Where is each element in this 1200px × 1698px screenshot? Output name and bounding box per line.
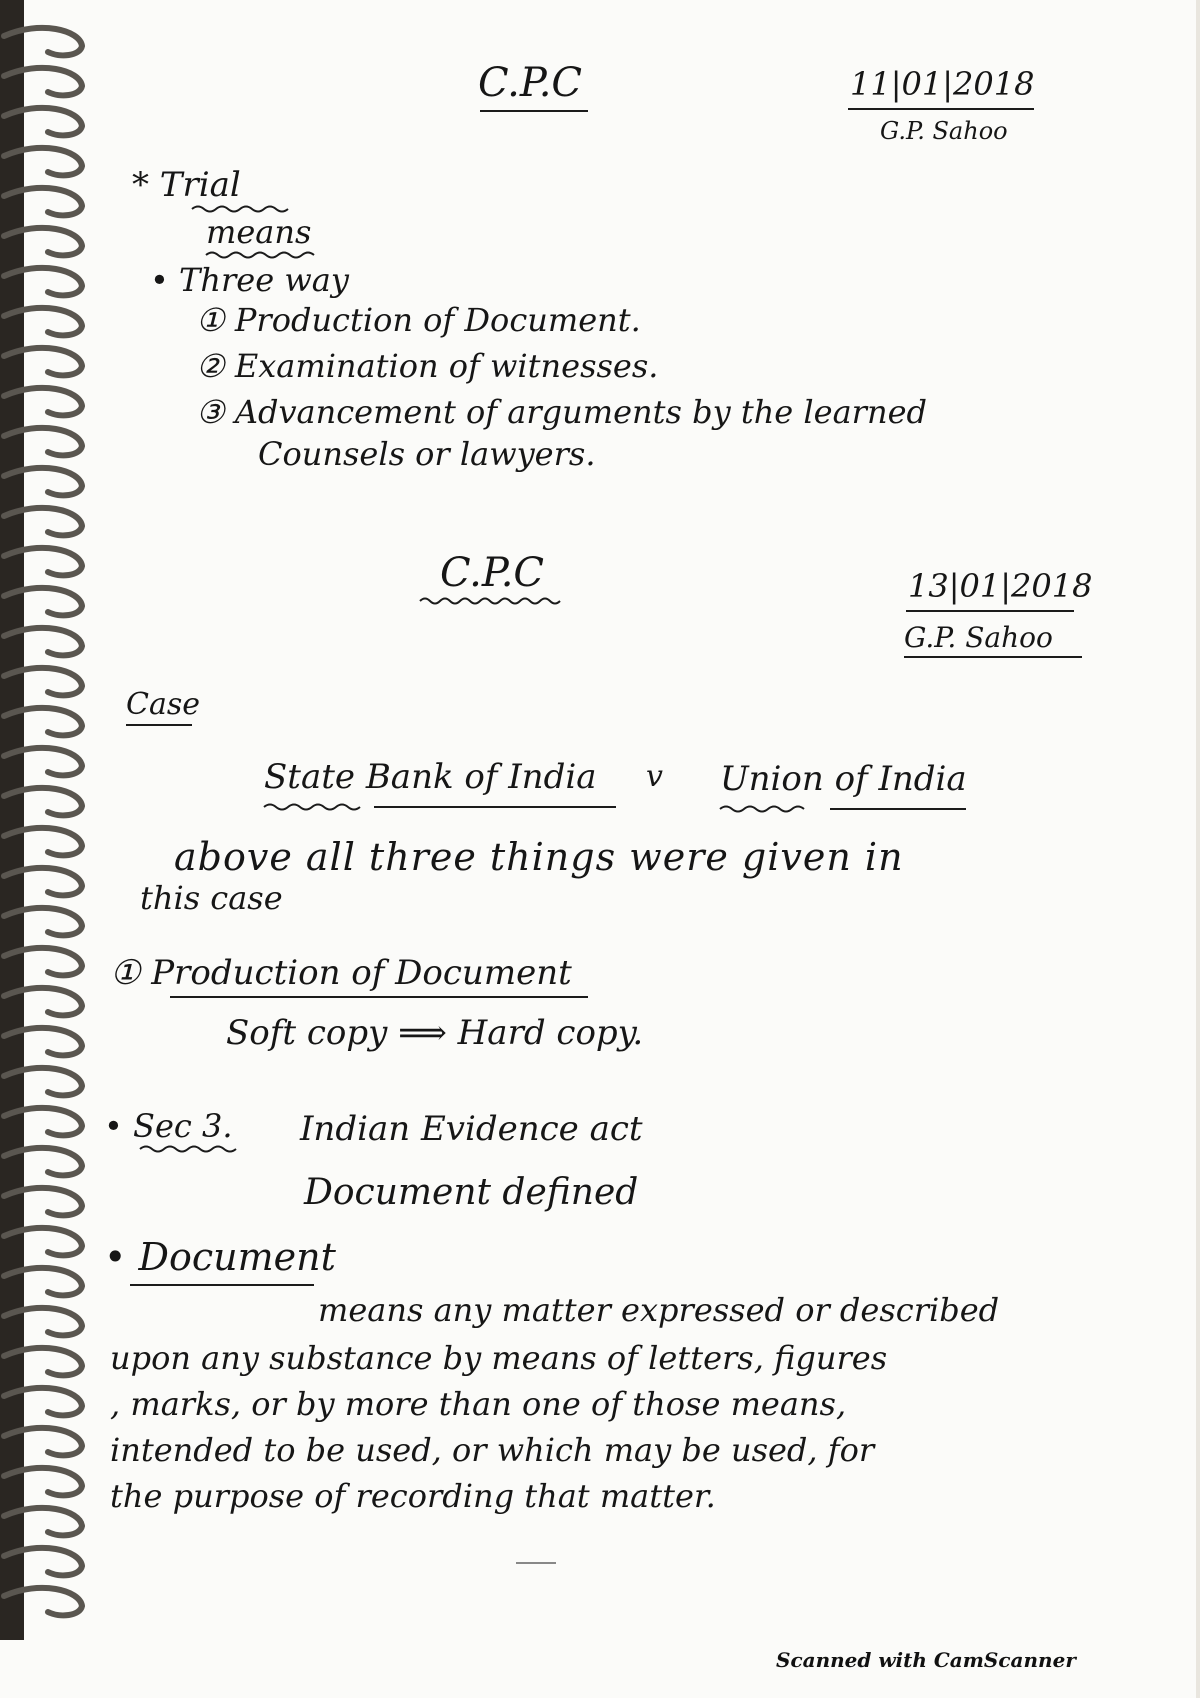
definition-line-2: upon any substance by means of letters, figures	[110, 1339, 888, 1377]
note2-signature-underline	[904, 656, 1082, 658]
case-name-2-underline	[720, 804, 966, 814]
evidence-act: Indian Evidence act	[300, 1109, 643, 1149]
trial-item-1: ① Production of Document.	[196, 301, 641, 339]
document-heading: • Document	[104, 1235, 336, 1279]
definition-line-4: intended to be used, or which may be used, for	[110, 1431, 875, 1469]
note2-date-underline	[906, 610, 1074, 612]
case-name-1: State Bank of India	[264, 757, 597, 797]
point-1: ① Production of Document	[110, 953, 572, 993]
case-underline	[126, 724, 192, 726]
page-edge	[1196, 0, 1200, 1698]
note1-title-underline	[480, 110, 588, 112]
note1-title: C.P.C	[478, 60, 583, 106]
trial-heading: * Trial	[132, 165, 241, 205]
point-1-underline	[170, 996, 588, 998]
case-name-1-underline	[264, 802, 616, 812]
note1-signature: G.P. Sahoo	[880, 117, 1008, 145]
definition-line-3: , marks, or by more than one of those means,	[110, 1385, 847, 1423]
definition-line-5: the purpose of recording that matter.	[110, 1477, 716, 1515]
three-way-bullet: • Three way	[150, 261, 349, 299]
case-label: Case	[126, 687, 200, 722]
definition-line-1: means any matter expressed or described	[318, 1291, 1000, 1329]
means-underline	[206, 250, 318, 260]
case-name-2: Union of India	[720, 759, 967, 799]
note1-date: 11|01|2018	[850, 65, 1035, 103]
note2-title-underline	[420, 596, 570, 606]
spiral-binding	[0, 0, 100, 1640]
trial-item-3-cont: Counsels or lawyers.	[258, 435, 596, 473]
copy-line: Soft copy ⟹ Hard copy.	[226, 1013, 644, 1053]
case-paragraph-line-1: above all three things were given in	[174, 835, 904, 879]
means-subheading: means	[206, 213, 312, 251]
trial-item-3: ③ Advancement of arguments by the learned	[196, 393, 927, 431]
case-versus: v	[646, 759, 663, 794]
case-paragraph-line-2: this case	[140, 879, 283, 917]
trial-item-2: ② Examination of witnesses.	[196, 347, 659, 385]
note2-date: 13|01|2018	[908, 567, 1093, 605]
section-ref-underline	[140, 1144, 240, 1154]
page-dash	[516, 1562, 556, 1564]
document-defined: Document defined	[304, 1172, 639, 1213]
note2-title: C.P.C	[440, 550, 545, 596]
scanner-watermark: Scanned with CamScanner	[776, 1648, 1076, 1672]
section-ref: • Sec 3.	[104, 1107, 233, 1145]
note2-signature: G.P. Sahoo	[904, 621, 1053, 654]
note1-date-underline	[848, 108, 1034, 110]
document-heading-underline	[130, 1284, 314, 1286]
